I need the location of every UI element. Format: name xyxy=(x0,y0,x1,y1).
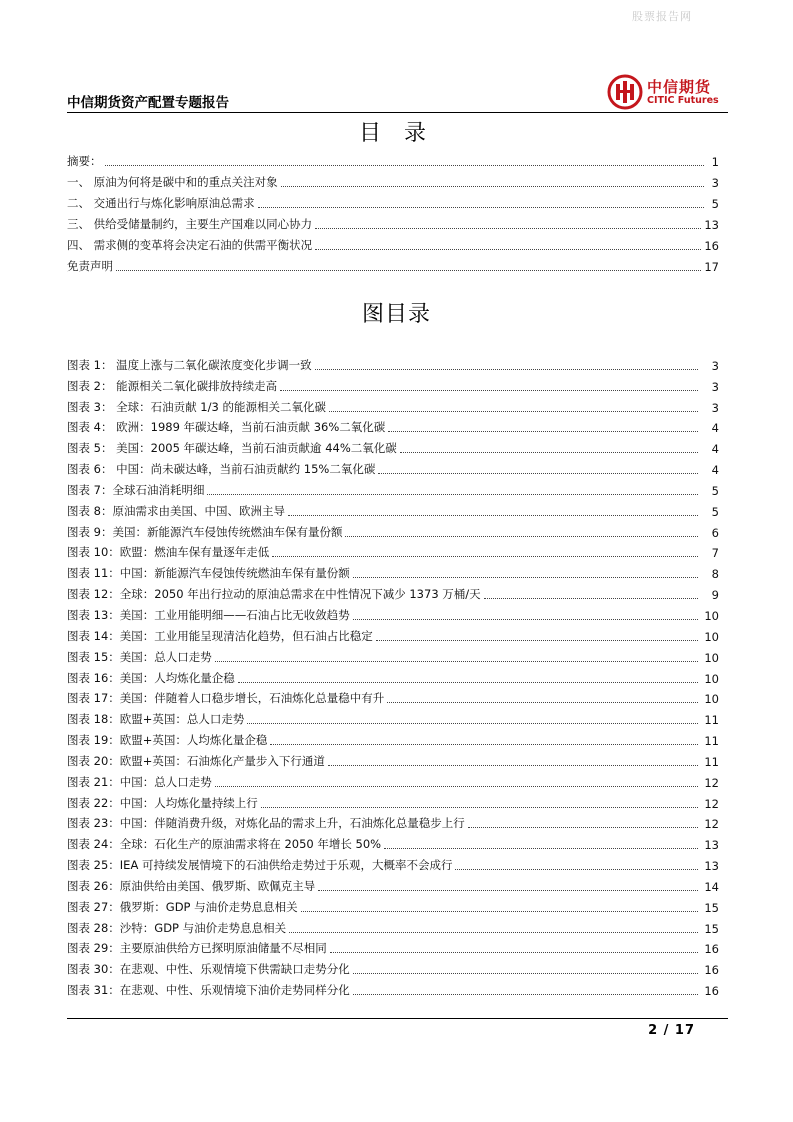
toc-entry-label: 摘要： xyxy=(67,154,102,168)
figure-entry-label: 图表 4： 欧洲：1989 年碳达峰，当前石油贡献 36%二氧化碳 xyxy=(67,420,386,435)
figure-entry[interactable] xyxy=(67,706,719,727)
toc-entry-page: 17 xyxy=(704,260,719,274)
citic-futures-logo xyxy=(607,74,727,110)
figure-entry-label: 图表 11：中国：新能源汽车侵蚀传统燃油车保有量份额 xyxy=(67,566,350,581)
figure-toc-title: 图目录 xyxy=(361,302,431,327)
figure-entry[interactable] xyxy=(67,498,719,519)
dot-leader xyxy=(376,639,698,641)
figure-entry-label: 图表 29：主要原油供给方已探明原油储量不尽相同 xyxy=(67,941,327,956)
figure-entry-label: 图表 10：欧盟：燃油车保有量逐年走低 xyxy=(67,545,270,560)
figure-entry-page: 11 xyxy=(704,754,719,769)
figure-entry-page: 3 xyxy=(711,400,719,415)
figure-entry-page: 10 xyxy=(704,629,719,644)
figure-entry-page: 14 xyxy=(704,879,719,894)
figure-entry-page: 16 xyxy=(704,984,719,999)
figure-entry-page: 10 xyxy=(704,692,719,707)
toc-entry-label: 三、 供给受储量制约，主要生产国难以同心协力 xyxy=(67,217,313,231)
figure-entry-label: 图表 18：欧盟+英国：总人口走势 xyxy=(67,712,245,727)
toc-entry-page: 16 xyxy=(704,239,719,253)
dot-leader xyxy=(353,618,698,620)
figure-entry[interactable] xyxy=(67,373,719,394)
dot-leader xyxy=(261,806,698,808)
dot-leader xyxy=(330,951,698,953)
figure-entry-page: 3 xyxy=(711,379,719,394)
dot-leader xyxy=(238,681,698,683)
dot-leader xyxy=(116,269,701,271)
toc-entry[interactable] xyxy=(67,211,719,232)
figure-entry[interactable] xyxy=(67,394,719,415)
toc-entry-label: 一、 原油为何将是碳中和的重点关注对象 xyxy=(67,175,278,189)
figure-entry-page: 13 xyxy=(704,859,719,874)
citic-logo-icon xyxy=(607,74,643,110)
page-number: 2 / 17 xyxy=(648,1023,695,1038)
figure-entry[interactable] xyxy=(67,873,719,894)
dot-leader xyxy=(345,535,698,537)
figure-entry[interactable] xyxy=(67,748,719,769)
toc-entry-label: 四、 需求侧的变革将会决定石油的供需平衡状况 xyxy=(67,238,313,252)
dot-leader xyxy=(207,493,698,495)
figure-entry-label: 图表 3： 全球：石油贡献 1/3 的能源相关二氧化碳 xyxy=(67,399,326,414)
figure-entry[interactable] xyxy=(67,435,719,456)
figure-entry-label: 图表 28：沙特：GDP 与油价走势息息相关 xyxy=(67,920,287,935)
dot-leader xyxy=(328,764,698,766)
figure-entry-label: 图表 23：中国：伴随消费升级，对炼化品的需求上升，石油炼化总量稳步上行 xyxy=(67,816,465,831)
figure-entry[interactable] xyxy=(67,852,719,873)
dot-leader xyxy=(281,185,704,187)
figure-entry-label: 图表 15：美国：总人口走势 xyxy=(67,649,212,664)
figure-entry[interactable] xyxy=(67,519,719,540)
figure-entry-page: 12 xyxy=(704,817,719,832)
dot-leader xyxy=(280,389,698,391)
figure-entry-page: 11 xyxy=(704,734,719,749)
figure-entry-label: 图表 30：在悲观、中性、乐观情境下供需缺口走势分化 xyxy=(67,962,350,977)
figure-entry[interactable] xyxy=(67,560,719,581)
dot-leader xyxy=(484,597,698,599)
figure-entry-label: 图表 7：全球石油消耗明细 xyxy=(67,482,205,497)
figure-entry[interactable] xyxy=(67,477,719,498)
figure-entry[interactable] xyxy=(67,456,719,477)
figure-entry[interactable] xyxy=(67,665,719,686)
footer-divider xyxy=(67,1018,728,1019)
figure-entry[interactable] xyxy=(67,977,719,998)
figure-entry-label: 图表 14：美国：工业用能呈现清洁化趋势，但石油占比稳定 xyxy=(67,628,373,643)
figure-entry-label: 图表 9：美国：新能源汽车侵蚀传统燃油车保有量份额 xyxy=(67,524,343,539)
figure-entry-page: 10 xyxy=(704,650,719,665)
figure-entry[interactable] xyxy=(67,811,719,832)
dot-leader xyxy=(315,227,701,229)
figure-entry[interactable] xyxy=(67,769,719,790)
figure-entry-label: 图表 13：美国：工业用能明细——石油占比无收敛趋势 xyxy=(67,607,350,622)
toc-entry-page: 1 xyxy=(711,155,719,169)
figure-table-of-contents xyxy=(67,352,719,998)
figure-entry-label: 图表 19：欧盟+英国：人均炼化量企稳 xyxy=(67,733,268,748)
figure-entry-page: 16 xyxy=(704,963,719,978)
dot-leader xyxy=(387,701,698,703)
figure-entry-page: 4 xyxy=(711,421,719,436)
figure-entry[interactable] xyxy=(67,352,719,373)
figure-entry[interactable] xyxy=(67,936,719,957)
dot-leader xyxy=(388,430,698,432)
figure-entry-label: 图表 21：中国：总人口走势 xyxy=(67,774,212,789)
figure-entry-label: 图表 17：美国：伴随着人口稳步增长，石油炼化总量稳中有升 xyxy=(67,691,385,706)
toc-entry-page: 13 xyxy=(704,218,719,232)
dot-leader xyxy=(258,206,704,208)
figure-entry-page: 8 xyxy=(711,567,719,582)
dot-leader xyxy=(353,576,698,578)
figure-entry[interactable] xyxy=(67,915,719,936)
figure-entry-label: 图表 31：在悲观、中性、乐观情境下油价走势同样分化 xyxy=(67,983,350,998)
figure-entry-label: 图表 12：全球：2050 年出行拉动的原油总需求在中性情况下减少 1373 万桶/天 xyxy=(67,587,481,602)
figure-entry-page: 10 xyxy=(704,608,719,623)
figure-entry-label: 图表 8：原油需求由美国、中国、欧洲主导 xyxy=(67,503,285,518)
figure-entry-page: 3 xyxy=(711,358,719,373)
dot-leader xyxy=(301,910,698,912)
report-title: 中信期货资产配置专题报告 xyxy=(67,95,229,111)
figure-entry-label: 图表 5： 美国：2005 年碳达峰，当前石油贡献逾 44%二氧化碳 xyxy=(67,441,397,456)
figure-entry-page: 4 xyxy=(711,442,719,457)
dot-leader xyxy=(315,368,698,370)
figure-entry-page: 5 xyxy=(711,504,719,519)
figure-entry-page: 9 xyxy=(711,588,719,603)
toc-entry-page: 3 xyxy=(711,176,719,190)
figure-entry[interactable] xyxy=(67,790,719,811)
toc-entry[interactable] xyxy=(67,169,719,190)
toc-entry-label: 免责声明 xyxy=(67,259,113,273)
figure-entry[interactable] xyxy=(67,686,719,707)
figure-entry-page: 11 xyxy=(704,713,719,728)
figure-entry[interactable] xyxy=(67,727,719,748)
figure-entry-page: 12 xyxy=(704,775,719,790)
figure-entry-label: 图表 24：全球：石化生产的原油需求将在 2050 年增长 50% xyxy=(67,837,382,852)
dot-leader xyxy=(378,472,698,474)
header-divider xyxy=(67,112,728,113)
figure-entry-label: 图表 22：中国：人均炼化量持续上行 xyxy=(67,795,258,810)
figure-entry-page: 6 xyxy=(711,525,719,540)
dot-leader xyxy=(215,785,698,787)
figure-entry-page: 4 xyxy=(711,463,719,478)
dot-leader xyxy=(315,248,701,250)
figure-entry[interactable] xyxy=(67,831,719,852)
figure-entry-label: 图表 1： 温度上涨与二氧化碳浓度变化步调一致 xyxy=(67,357,312,372)
figure-entry-page: 5 xyxy=(711,483,719,498)
dot-leader xyxy=(289,931,698,933)
toc-entry[interactable] xyxy=(67,190,719,211)
figure-entry-page: 12 xyxy=(704,796,719,811)
figure-entry-label: 图表 27：俄罗斯：GDP 与油价走势息息相关 xyxy=(67,899,298,914)
figure-entry-page: 15 xyxy=(704,921,719,936)
figure-entry-label: 图表 20：欧盟+英国：石油炼化产量步入下行通道 xyxy=(67,753,325,768)
figure-entry[interactable] xyxy=(67,415,719,436)
figure-entry-label: 图表 25：IEA 可持续发展情境下的石油供给走势过于乐观，大概率不会成行 xyxy=(67,858,453,873)
figure-entry-page: 15 xyxy=(704,900,719,915)
figure-entry-label: 图表 2： 能源相关二氧化碳排放持续走高 xyxy=(67,378,278,393)
dot-leader xyxy=(105,164,705,166)
figure-entry-page: 7 xyxy=(711,546,719,561)
toc-entry[interactable] xyxy=(67,253,719,274)
dot-leader xyxy=(247,722,698,724)
toc-entry[interactable] xyxy=(67,148,719,169)
dot-leader xyxy=(318,889,698,891)
dot-leader xyxy=(353,972,698,974)
dot-leader xyxy=(270,743,698,745)
figure-entry-label: 图表 16：美国：人均炼化量企稳 xyxy=(67,670,235,685)
toc-entry-page: 5 xyxy=(711,197,719,211)
figure-entry-page: 16 xyxy=(704,942,719,957)
figure-entry[interactable] xyxy=(67,644,719,665)
figure-entry-label: 图表 6： 中国：尚未碳达峰，当前石油贡献约 15%二氧化碳 xyxy=(67,462,376,477)
watermark: 股票报告网 xyxy=(632,10,692,23)
figure-entry[interactable] xyxy=(67,540,719,561)
logo-chinese-text: 中信期货 xyxy=(647,78,712,96)
dot-leader xyxy=(353,993,698,995)
toc-entry-label: 二、 交通出行与炼化影响原油总需求 xyxy=(67,196,255,210)
figure-entry-label: 图表 26：原油供给由美国、俄罗斯、欧佩克主导 xyxy=(67,878,316,893)
figure-entry-page: 13 xyxy=(704,838,719,853)
logo-english-text: CITIC Futures xyxy=(647,95,719,106)
dot-leader xyxy=(329,410,698,412)
dot-leader xyxy=(288,514,698,516)
dot-leader xyxy=(468,826,698,828)
figure-entry[interactable] xyxy=(67,894,719,915)
table-of-contents xyxy=(67,148,719,274)
figure-entry[interactable] xyxy=(67,602,719,623)
figure-entry[interactable] xyxy=(67,956,719,977)
dot-leader xyxy=(384,847,698,849)
dot-leader xyxy=(272,555,698,557)
toc-entry[interactable] xyxy=(67,232,719,253)
dot-leader xyxy=(455,868,698,870)
figure-entry[interactable] xyxy=(67,623,719,644)
figure-entry-page: 10 xyxy=(704,671,719,686)
dot-leader xyxy=(400,451,698,453)
figure-entry[interactable] xyxy=(67,581,719,602)
dot-leader xyxy=(215,660,698,662)
toc-title: 目 录 xyxy=(359,121,434,146)
